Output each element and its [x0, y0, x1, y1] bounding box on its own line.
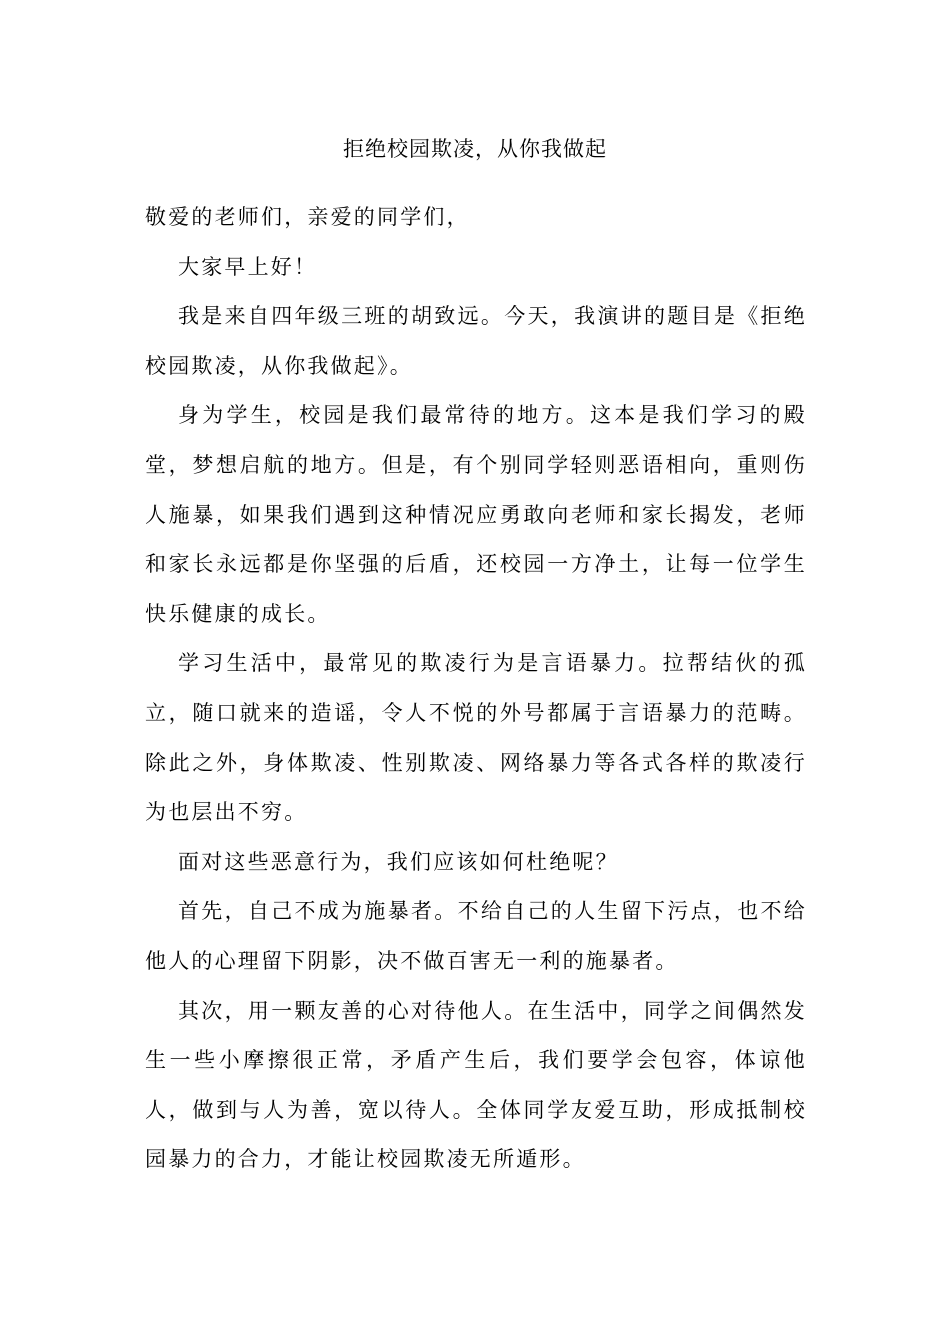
introduction-paragraph: 我是来自四年级三班的胡致远。今天，我演讲的题目是《拒绝校园欺凌，从你我做起》。: [145, 304, 807, 378]
greeting-paragraph: 大家早上好！: [178, 254, 318, 279]
body-paragraph: 身为学生，校园是我们最常待的地方。这本是我们学习的殿堂，梦想启航的地方。但是，有个别同学轻则恶语相向，重则伤人施暴，如果我们遇到这种情况应勇敢向老师和家长揭发，老师和家长永远都是你坚强的后盾，还校园一方净土，让每一位学生快乐健康的成长。: [145, 403, 807, 626]
question-paragraph: 面对这些恶意行为，我们应该如何杜绝呢？: [178, 849, 619, 874]
body-paragraph: 学习生活中，最常见的欺凌行为是言语暴力。拉帮结伙的孤立，随口就来的造谣，令人不悦的外号都属于言语暴力的范畴。除此之外，身体欺凌、性别欺凌、网络暴力等各式各样的欺凌行为也层出不穷。: [145, 651, 807, 825]
document-title: 拒绝校园欺凌，从你我做起: [343, 137, 607, 161]
second-point-paragraph: 其次，用一颗友善的心对待他人。在生活中，同学之间偶然发生一些小摩擦很正常，矛盾产生后，我们要学会包容，体谅他人，做到与人为善，宽以待人。全体同学友爱互助，形成抵制校园暴力的合力，才能让校园欺凌无所遁形。: [145, 998, 807, 1172]
first-point-paragraph: 首先，自己不成为施暴者。不给自己的人生留下污点，也不给他人的心理留下阴影，决不做百害无一利的施暴者。: [145, 899, 807, 973]
document-body: [145, 193, 807, 1185]
salutation-paragraph: 敬爱的老师们，亲爱的同学们，: [145, 205, 470, 229]
